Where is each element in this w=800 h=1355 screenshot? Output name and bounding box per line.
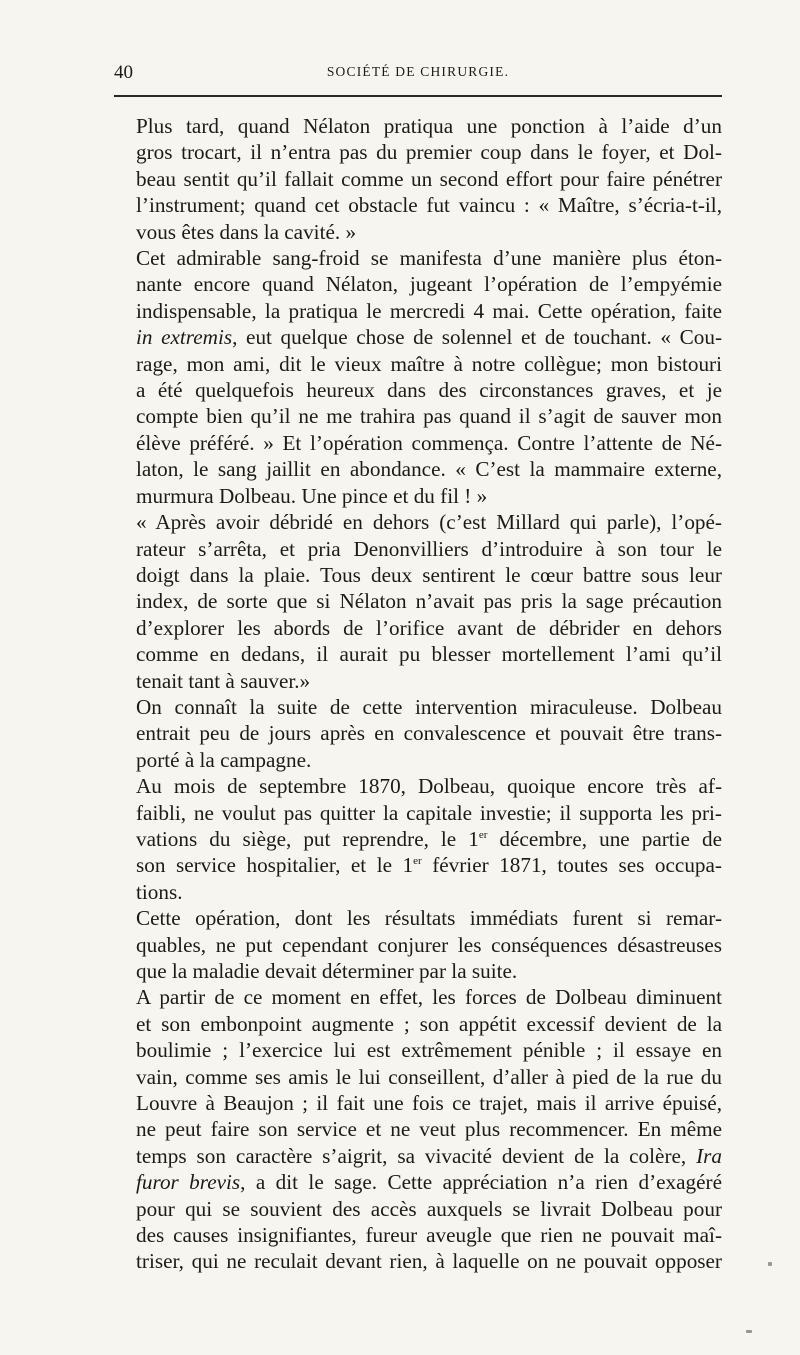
text-line: laton, le sang jaillit en abondance. « C’est la mammaire externe, [136, 457, 722, 482]
text-line: faibli, ne voulut pas quitter la capitale investie; il supporta les pri- [136, 800, 722, 825]
text-line: Plus tard, quand Nélaton pratiqua une ponction à l’aide d’un [136, 114, 722, 138]
text-line: Cette opération, dont les résultats immédiats furent si remar- [136, 906, 722, 931]
italic-phrase: in extremis [136, 325, 233, 350]
text-line: comme en dedans, il aurait pu blesser mortellement l’ami qu’il [136, 642, 722, 667]
text-line: l’instrument; quand cet obstacle fut vaincu : « Maître, s’écria-t-il, [136, 193, 722, 218]
text-line: quables, ne put cependant conjurer les conséquences désastreuses [136, 932, 722, 957]
running-head: SOCIÉTÉ DE CHIRURGIE. [326, 64, 510, 79]
text-line: vous êtes dans la cavité. » [136, 219, 357, 244]
text-run: février 1871, toutes ses occupa- [421, 853, 722, 878]
text-line: index, de sorte que si Nélaton n’avait pas pris la sage précaution [136, 589, 722, 614]
text-line: gros trocart, il n’entra pas du premier coup dans le foyer, et Dol- [136, 140, 722, 165]
text-line: Cet admirable sang-froid se manifesta d’une manière plus éton- [136, 246, 722, 271]
paragraph-5 [114, 773, 722, 905]
text-line: vain, comme ses amis le lui conseillent, d’aller à pied de la rue du [136, 1064, 722, 1089]
paragraph-1 [114, 113, 722, 245]
text-line: nante encore quand Nélaton, jugeant l’opération de l’empyémie [136, 272, 722, 297]
text-line: « Après avoir débridé en dehors (c’est Millard qui parle), l’opé- [136, 510, 722, 535]
text-line: beau sentit qu’il fallait comme un second effort pour faire pénétrer [136, 166, 722, 191]
text-line: rage, mon ami, dit le vieux maître à notre collègue; mon bistouri [136, 351, 722, 376]
text-line: porté à la campagne. [136, 747, 312, 772]
page-number: 40 [114, 62, 133, 83]
paragraph-3 [114, 509, 722, 694]
text-line-composite [114, 1143, 722, 1169]
text-run: vations du siège, put reprendre, le 1 [136, 826, 479, 851]
text-line: élève préféré. » Et l’opération commença. Contre l’attente de Né- [136, 430, 722, 455]
text-line: entrait peu de jours après en convalescence et pouvait être trans- [136, 721, 722, 746]
italic-phrase: Ira [696, 1143, 722, 1168]
italic-phrase: furor brevis [136, 1170, 241, 1195]
scan-speck [746, 1330, 752, 1333]
body-text [114, 113, 722, 1275]
text-line: triser, qui ne reculait devant rien, à laquelle on ne pouvait opposer [136, 1249, 722, 1274]
text-line: des causes insignifiantes, fureur aveugle que rien ne pouvait maî- [136, 1223, 722, 1248]
text-line: ne peut faire son service et ne veut plus recommencer. En même [136, 1117, 722, 1142]
text-line: tenait tant à sauver.» [136, 668, 311, 693]
text-run: temps son caractère s’aigrit, sa vivacité devient de la colère, [136, 1143, 697, 1168]
text-line: boulimie ; l’exercice lui est extrêmement pénible ; il essaye en [136, 1038, 722, 1063]
text-line-composite [114, 324, 722, 350]
text-line: pour qui se souvient des accès auxquels se livrait Dolbeau pour [136, 1196, 722, 1221]
text-run: , eut quelque chose de solennel et de touchant. « Cou- [232, 325, 722, 350]
text-line: Louvre à Beaujon ; il fait une fois ce trajet, mais il arrive épuisé, [136, 1091, 722, 1116]
text-line: rateur s’arrêta, et pria Denonvilliers d’introduire à son tour le [136, 536, 722, 561]
text-run: décembre, une partie de [487, 826, 722, 851]
text-run: son service hospitalier, et le 1 [136, 853, 414, 878]
paragraph-4 [114, 694, 722, 773]
text-line: On connaît la suite de cette intervention miraculeuse. Dolbeau [136, 694, 722, 719]
paragraph-2 [114, 245, 722, 509]
text-line: et son embonpoint augmente ; son appétit excessif devient de la [136, 1011, 722, 1036]
text-line: A partir de ce moment en effet, les forces de Dolbeau diminuent [136, 985, 722, 1010]
superscript: er [478, 828, 488, 841]
text-line-composite [114, 852, 722, 878]
text-run: , a dit le sage. Cette appréciation n’a rien d’exagéré [240, 1170, 722, 1195]
scan-speck [768, 1262, 772, 1266]
header-rule [114, 95, 722, 97]
text-line: Au mois de septembre 1870, Dolbeau, quoique encore très af- [136, 774, 722, 799]
text-line: doigt dans la plaie. Tous deux sentirent le cœur battre sous leur [136, 562, 722, 587]
text-line-composite [114, 1169, 722, 1195]
text-line: que la maladie devait déterminer par la suite. [136, 959, 518, 983]
text-line: a été quelquefois heureux dans des circonstances graves, et je [136, 378, 722, 403]
paragraph-6 [114, 905, 722, 984]
paragraph-7 [114, 984, 722, 1274]
text-line: murmura Dolbeau. Une pince et du fil ! » [136, 483, 488, 508]
superscript: er [413, 855, 422, 868]
text-line: compte bien qu’il ne me trahira pas quand il s’agit de sauver mon [136, 404, 722, 429]
text-line: d’explorer les abords de l’orifice avant de débrider en dehors [136, 615, 722, 640]
text-line: tions. [136, 879, 183, 904]
text-line-composite [114, 826, 722, 852]
page-header [114, 60, 722, 86]
text-line: indispensable, la pratiqua le mercredi 4 mai. Cette opération, faite [136, 298, 722, 323]
